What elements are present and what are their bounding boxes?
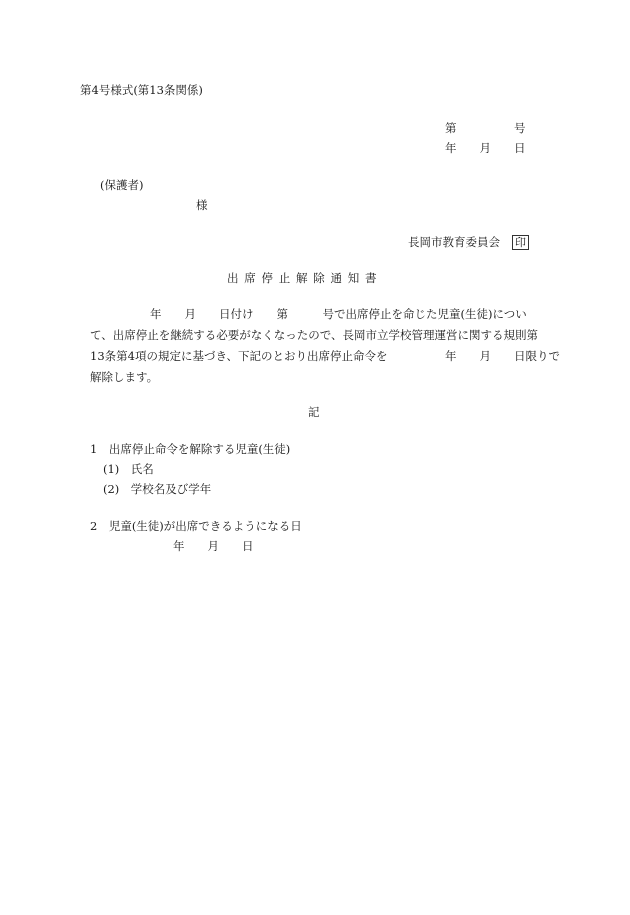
body-line-4: 解除します。 — [90, 370, 159, 384]
section2-date: 年 月 日 — [173, 539, 254, 553]
section1-heading: 1 出席停止命令を解除する児童(生徒) — [90, 442, 291, 456]
section2-heading: 2 児童(生徒)が出席できるようになる日 — [90, 519, 302, 533]
body-line-1: 年 月 日付け 第 号で出席停止を命じた児童(生徒)につい — [150, 307, 527, 321]
form-label: 第4号様式(第13条関係) — [80, 83, 203, 97]
recipient-label: (保護者) — [100, 178, 144, 192]
ki-mark: 記 — [308, 405, 320, 419]
section1-item-1: (1) 氏名 — [103, 462, 154, 476]
issuer-name: 長岡市教育委員会 — [408, 235, 500, 249]
body-line-3: 13条第4項の規定に基づき、下記のとおり出席停止命令を 年 月 日限りで — [90, 349, 560, 363]
body-line-2: て、出席停止を継続する必要がなくなったので、長岡市立学校管理運営に関する規則第 — [90, 328, 539, 342]
seal-mark: 印 — [512, 235, 529, 250]
document-title: 出席停止解除通知書 — [227, 271, 383, 285]
section1-item-2: (2) 学校名及び学年 — [103, 482, 212, 496]
recipient-honorific: 様 — [196, 198, 208, 212]
document-number: 第 号 — [445, 121, 526, 135]
issue-date: 年 月 日 — [445, 141, 526, 155]
